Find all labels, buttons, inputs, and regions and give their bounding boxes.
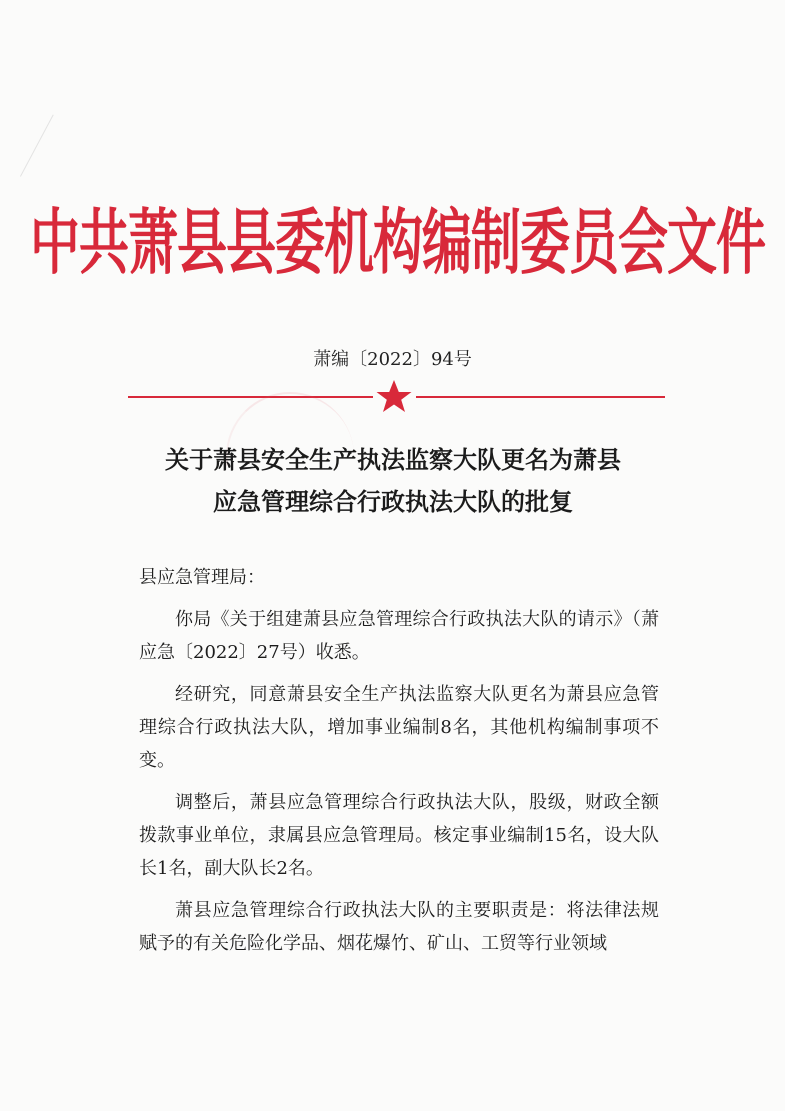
document-body xyxy=(139,561,659,960)
document-number: 萧编〔2022〕94号 xyxy=(313,349,472,370)
paragraph-3: 调整后，萧县应急管理综合行政执法大队，股级，财政全额拨款事业单位，隶属县应急管理局。核定事业编制15名，设大队长1名，副大队长2名。 xyxy=(139,792,659,879)
header-divider-right xyxy=(416,396,665,398)
main-title-line-2: 应急管理综合行政执法大队的批复 xyxy=(213,489,573,516)
scan-edge-mark xyxy=(20,114,89,195)
header-divider-left xyxy=(128,396,373,398)
document-header-title: 中共萧县县委机构编制委员会文件 xyxy=(30,200,765,285)
document-main-title xyxy=(118,440,668,524)
paragraph-1: 你局《关于组建萧县应急管理综合行政执法大队的请示》（萧应急〔2022〕27号）收悉。 xyxy=(139,609,659,663)
paragraph-2: 经研究，同意萧县安全生产执法监察大队更名为萧县应急管理综合行政执法大队，增加事业编制8名，其他机构编制事项不变。 xyxy=(139,684,659,771)
paragraph-4: 萧县应急管理综合行政执法大队的主要职责是：将法律法规赋予的有关危险化学品、烟花爆竹、矿山、工贸等行业领域 xyxy=(139,900,659,954)
star-icon xyxy=(375,378,413,416)
main-title-line-1: 关于萧县安全生产执法监察大队更名为萧县 xyxy=(165,447,621,474)
recipient-line: 县应急管理局： xyxy=(139,567,265,588)
